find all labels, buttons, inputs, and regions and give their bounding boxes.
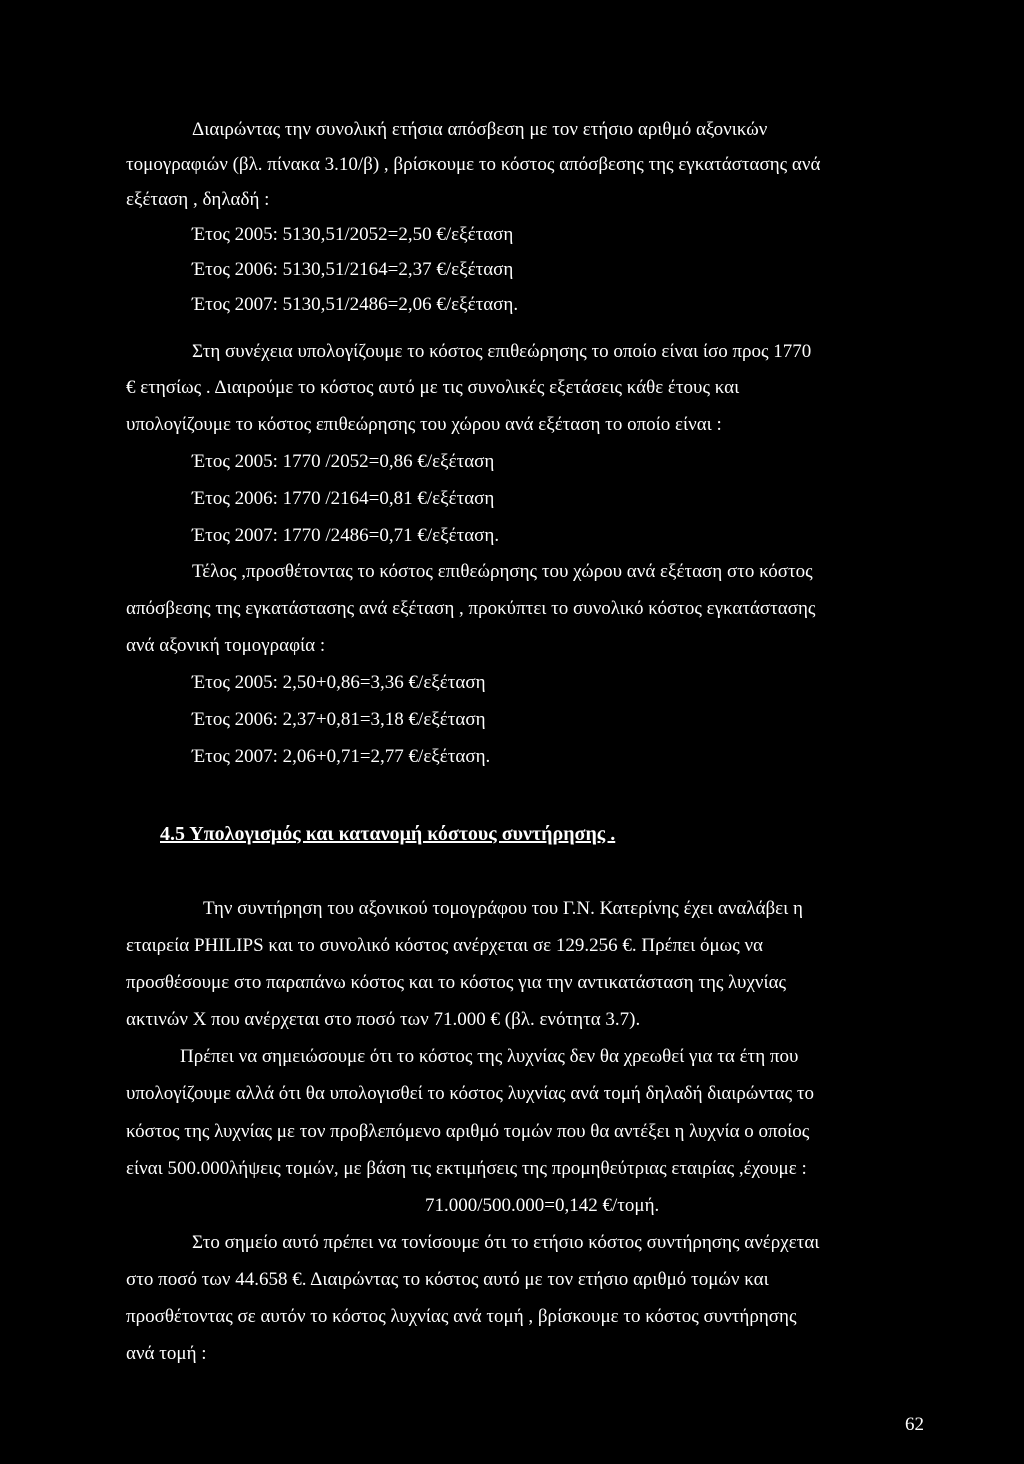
paragraph-6-line-3: προσθέτοντας σε αυτόν το κόστος λυχνίας ανά τομή , βρίσκουμε το κόστος συντήρησης [126,1306,797,1327]
paragraph-4-line-2: εταιρεία PHILIPS και το συνολικό κόστος ανέρχεται σε 129.256 €. Πρέπει όμως να [126,935,764,956]
section-heading: 4.5 Υπολογισμός και κατανομή κόστους συντήρησης . [160,823,616,845]
total-cost-2006: Έτος 2006: 2,37+0,81=3,18 €/εξέταση [192,709,486,730]
total-cost-2007: Έτος 2007: 2,06+0,71=2,77 €/εξέταση. [192,746,491,767]
paragraph-6-line-4: ανά τομή : [126,1343,207,1364]
paragraph-5-line-1: Πρέπει να σημειώσουμε ότι το κόστος της λυχνίας δεν θα χρεωθεί για τα έτη που [180,1046,799,1067]
paragraph-6-line-2: στο ποσό των 44.658 €. Διαιρώντας το κόστος αυτό με τον ετήσιο αριθμό τομών και [126,1269,769,1290]
depreciation-2005: Έτος 2005: 5130,51/2052=2,50 €/εξέταση [192,224,514,245]
paragraph-4-line-3: προσθέσουμε στο παραπάνω κόστος και το κόστος για την αντικατάσταση της λυχνίας [126,972,787,993]
inspection-2006: Έτος 2006: 1770 /2164=0,81 €/εξέταση [192,488,495,509]
paragraph-5-line-3: κόστος της λυχνίας με τον προβλεπόμενο αριθμό τομών που θα αντέξει η λυχνία ο οποίος [126,1121,810,1142]
inspection-2007: Έτος 2007: 1770 /2486=0,71 €/εξέταση. [192,525,500,546]
paragraph-1-line-2: τομογραφιών (βλ. πίνακα 3.10/β) , βρίσκουμε το κόστος απόσβεσης της εγκατάστασης ανά [126,154,821,175]
paragraph-4-line-4: ακτινών Χ που ανέρχεται στο ποσό των 71.000 € (βλ. ενότητα 3.7). [126,1009,641,1030]
paragraph-5-line-2: υπολογίζουμε αλλά ότι θα υπολογισθεί το κόστος λυχνίας ανά τομή δηλαδή διαιρώντας το [126,1083,814,1104]
lamp-cost-per-slice: 71.000/500.000=0,142 €/τομή. [425,1195,660,1216]
paragraph-3-line-1: Τέλος ,προσθέτοντας το κόστος επιθεώρησης του χώρου ανά εξέταση στο κόστος [192,561,813,582]
paragraph-3-line-3: ανά αξονική τομογραφία : [126,635,326,656]
depreciation-2006: Έτος 2006: 5130,51/2164=2,37 €/εξέταση [192,259,514,280]
paragraph-4-line-1: Την συντήρηση του αξονικού τομογράφου του Γ.Ν. Κατερίνης έχει αναλάβει η [203,898,803,919]
paragraph-3-line-2: απόσβεσης της εγκατάστασης ανά εξέταση , προκύπτει το συνολικό κόστος εγκατάστασης [126,598,816,619]
inspection-2005: Έτος 2005: 1770 /2052=0,86 €/εξέταση [192,451,495,472]
paragraph-6-line-1: Στο σημείο αυτό πρέπει να τονίσουμε ότι το ετήσιο κόστος συντήρησης ανέρχεται [192,1232,820,1253]
page-number: 62 [905,1414,924,1435]
paragraph-5-line-4: είναι 500.000λήψεις τομών, με βάση τις εκτιμήσεις της προμηθεύτριας εταιρίας ,έχουμε : [126,1158,807,1179]
paragraph-2-line-1: Στη συνέχεια υπολογίζουμε το κόστος επιθεώρησης το οποίο είναι ίσο προς 1770 [192,341,812,362]
paragraph-1-line-1: Διαιρώντας την συνολική ετήσια απόσβεση με τον ετήσιο αριθμό αξονικών [192,119,768,140]
total-cost-2005: Έτος 2005: 2,50+0,86=3,36 €/εξέταση [192,672,486,693]
paragraph-2-line-2: € ετησίως . Διαιρούμε το κόστος αυτό με τις συνολικές εξετάσεις κάθε έτους και [126,377,740,398]
depreciation-2007: Έτος 2007: 5130,51/2486=2,06 €/εξέταση. [192,294,519,315]
paragraph-1-line-3: εξέταση , δηλαδή : [126,189,270,210]
paragraph-2-line-3: υπολογίζουμε το κόστος επιθεώρησης του χώρου ανά εξέταση το οποίο είναι : [126,414,722,435]
